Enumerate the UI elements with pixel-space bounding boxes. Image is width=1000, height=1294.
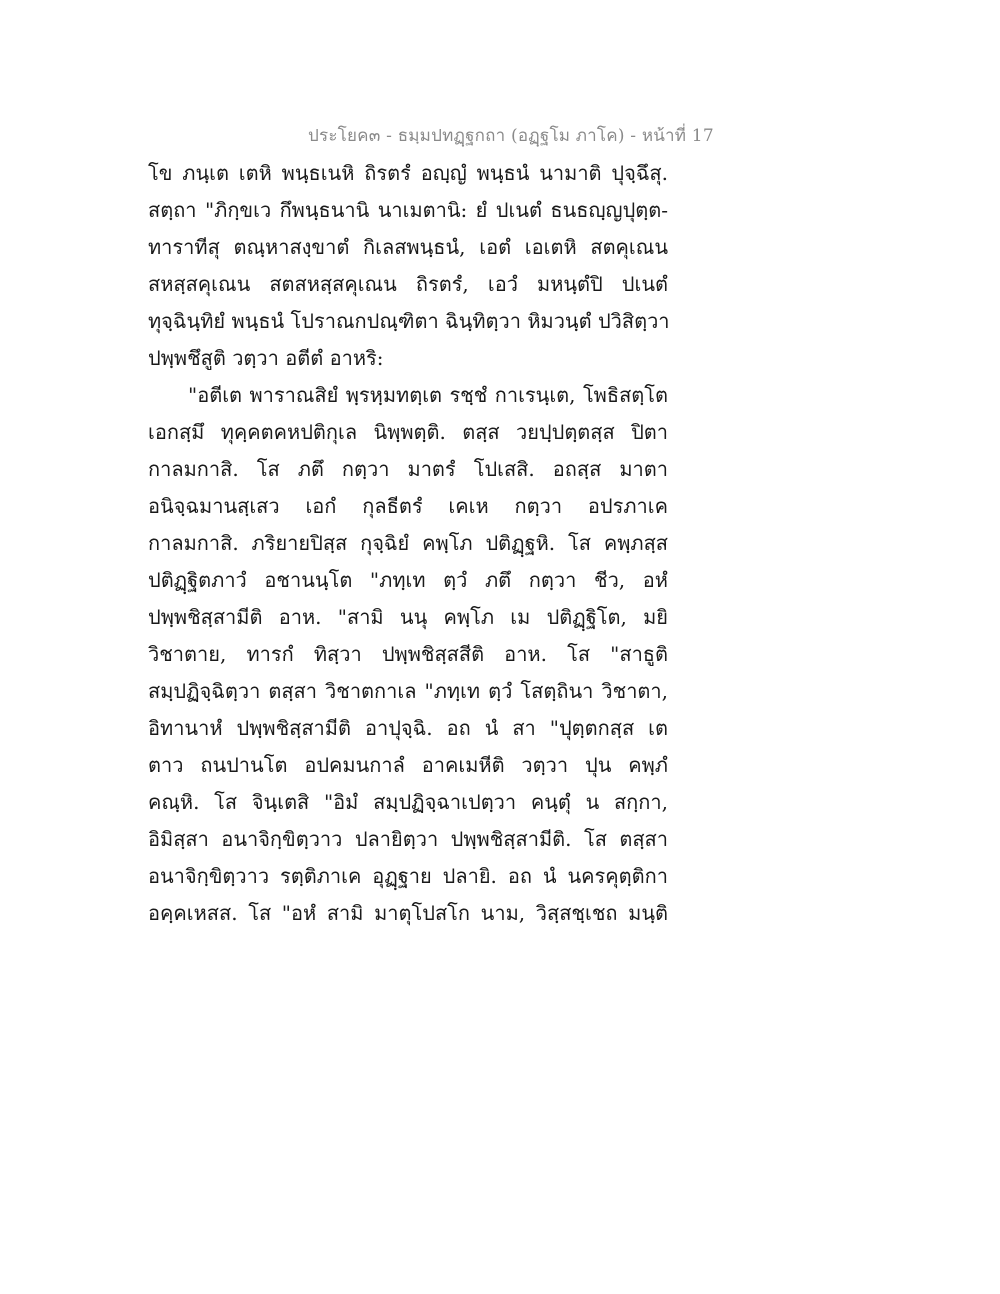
- text-line: อนิจฺฉมานสฺเสว เอกํ กุลธีตรํ เคเห กตฺวา อปรภาเค: [148, 494, 668, 518]
- text-line: คณฺหิ. โส จินฺเตสิ "อิมํ สมฺปฏิจฺฉาเปตฺวา คนฺตุํ น สกฺกา,: [148, 790, 668, 814]
- text-line: อนาจิกฺขิตฺวาว รตฺติภาเค อุฏฺฐาย ปลายิ. อถ นํ นครคุตฺติกา: [148, 864, 668, 888]
- text-line: ปพฺพชิสฺสามีติ อาห. "สามิ นนุ คพฺโภ เม ปติฏฺฐิโต, มยิ: [148, 605, 668, 629]
- body-text: [148, 155, 668, 932]
- text-line: สมฺปฏิจฺฉิตฺวา ตสฺสา วิชาตกาเล "ภทฺเท ตฺวํ โสตฺถินา วิชาตา,: [148, 679, 668, 703]
- text-line: วิชาตาย, ทารกํ ทิสฺวา ปพฺพชิสฺสสีติ อาห. โส "สาธูติ: [148, 642, 668, 666]
- text-line: อิทานาหํ ปพฺพชิสฺสามีติ อาปุจฺฉิ. อถ นํ สา "ปุตฺตกสฺส เต: [148, 716, 668, 740]
- text-line: สตฺถา "ภิกฺขเว กึพนฺธนานิ นาเมตานิ: ยํ ปเนตํ ธนธญฺญปุตฺต-: [148, 198, 668, 222]
- text-line: ทาราทีสุ ตณฺหาสงฺขาตํ กิเลสพนฺธนํ, เอตํ เอเตหิ สตคุเณน: [148, 235, 668, 259]
- text-line: สหสฺสคุเณน สตสหสฺสคุเณน ถิรตรํ, เอวํ มหนฺตํปิ ปเนตํ: [148, 272, 668, 296]
- text-line: กาลมกาสิ. โส ภตึ กตฺวา มาตรํ โปเสสิ. อถสฺส มาตา: [148, 457, 668, 481]
- text-line: ปพฺพชึสูติ วตฺวา อตีตํ อาหริ:: [148, 346, 384, 370]
- text-line: ทุจฺฉินฺทิยํ พนฺธนํ โปราณกปณฺฑิตา ฉินฺทิตฺวา หิมวนฺตํ ปวิสิตฺวา: [148, 309, 670, 333]
- text-line: เอกสฺมึ ทุคฺคตคหปติกุเล นิพฺพตฺติ. ตสฺส วยปฺปตฺตสฺส ปิตา: [148, 420, 668, 444]
- text-line: อิมิสฺสา อนาจิกฺขิตฺวาว ปลายิตฺวา ปพฺพชิสฺสามีติ. โส ตสฺสา: [148, 827, 668, 851]
- text-line: กาลมกาสิ. ภริยายปิสฺส กุจฺฉิยํ คพฺโภ ปติฏฺฐหิ. โส คพฺภสฺส: [148, 531, 668, 555]
- text-line: "อตีเต พาราณสิยํ พฺรหฺมทตฺเต รชฺชํ กาเรนฺเต, โพธิสตฺโต: [188, 383, 668, 407]
- running-header: ประโยค๓ - ธมฺมปทฏฺฐกถา (อฏฺฐโม ภาโค) - หน้าที่ 17: [308, 126, 714, 146]
- text-line: อคฺคเหสส. โส "อหํ สามิ มาตุโปสโก นาม, วิสฺสชฺเชถ มนฺติ: [148, 901, 668, 925]
- text-line: ปติฏฺฐิตภาวํ อชานนฺโต "ภทฺเท ตฺวํ ภตึ กตฺวา ชีว, อหํ: [148, 568, 668, 592]
- text-line: ตาว ถนปานโต อปคมนกาลํ อาคเมหีติ วตฺวา ปุน คพฺภํ: [148, 753, 668, 777]
- text-line: โข ภนฺเต เตหิ พนฺธเนหิ ถิรตรํ อญฺญํ พนฺธนํ นามาติ ปุจฺฉึสุ.: [148, 161, 668, 185]
